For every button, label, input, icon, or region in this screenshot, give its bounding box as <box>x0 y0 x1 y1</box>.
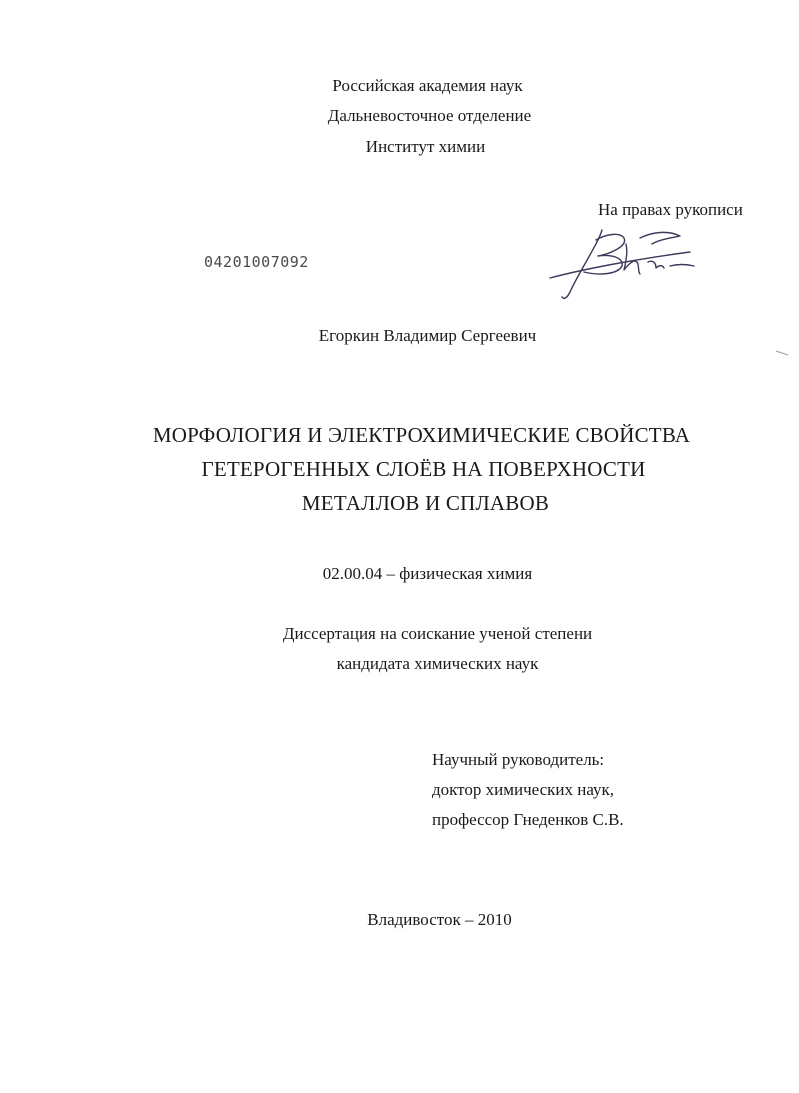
author-name: Егоркин Владимир Сергеевич <box>318 326 537 345</box>
supervisor-heading: Научный руководитель: <box>432 750 605 769</box>
dissertation-degree-line: Диссертация на соискание ученой степени <box>282 624 593 643</box>
city-year: Владивосток – 2010 <box>367 910 512 929</box>
document-number: 04201007092 <box>204 253 309 271</box>
thesis-title-line: МЕТАЛЛОВ И СПЛАВОВ <box>301 491 550 515</box>
scan-mark-icon <box>775 350 789 356</box>
dissertation-degree-line: кандидата химических наук <box>336 654 539 673</box>
header-branch: Дальневосточное отделение <box>327 106 532 125</box>
specialty-code: 02.00.04 – физическая химия <box>322 564 533 583</box>
supervisor-name: профессор Гнеденков С.В. <box>432 810 624 829</box>
handwritten-signature-icon <box>540 222 700 304</box>
thesis-title-line: ГЕТЕРОГЕННЫХ СЛОЁВ НА ПОВЕРХНОСТИ <box>201 457 646 481</box>
manuscript-rights-note: На правах рукописи <box>598 200 743 219</box>
thesis-title-line: МОРФОЛОГИЯ И ЭЛЕКТРОХИМИЧЕСКИЕ СВОЙСТВА <box>152 423 691 447</box>
supervisor-degree: доктор химических наук, <box>432 780 615 799</box>
header-academy: Российская академия наук <box>332 76 523 95</box>
header-institute: Институт химии <box>365 137 486 156</box>
